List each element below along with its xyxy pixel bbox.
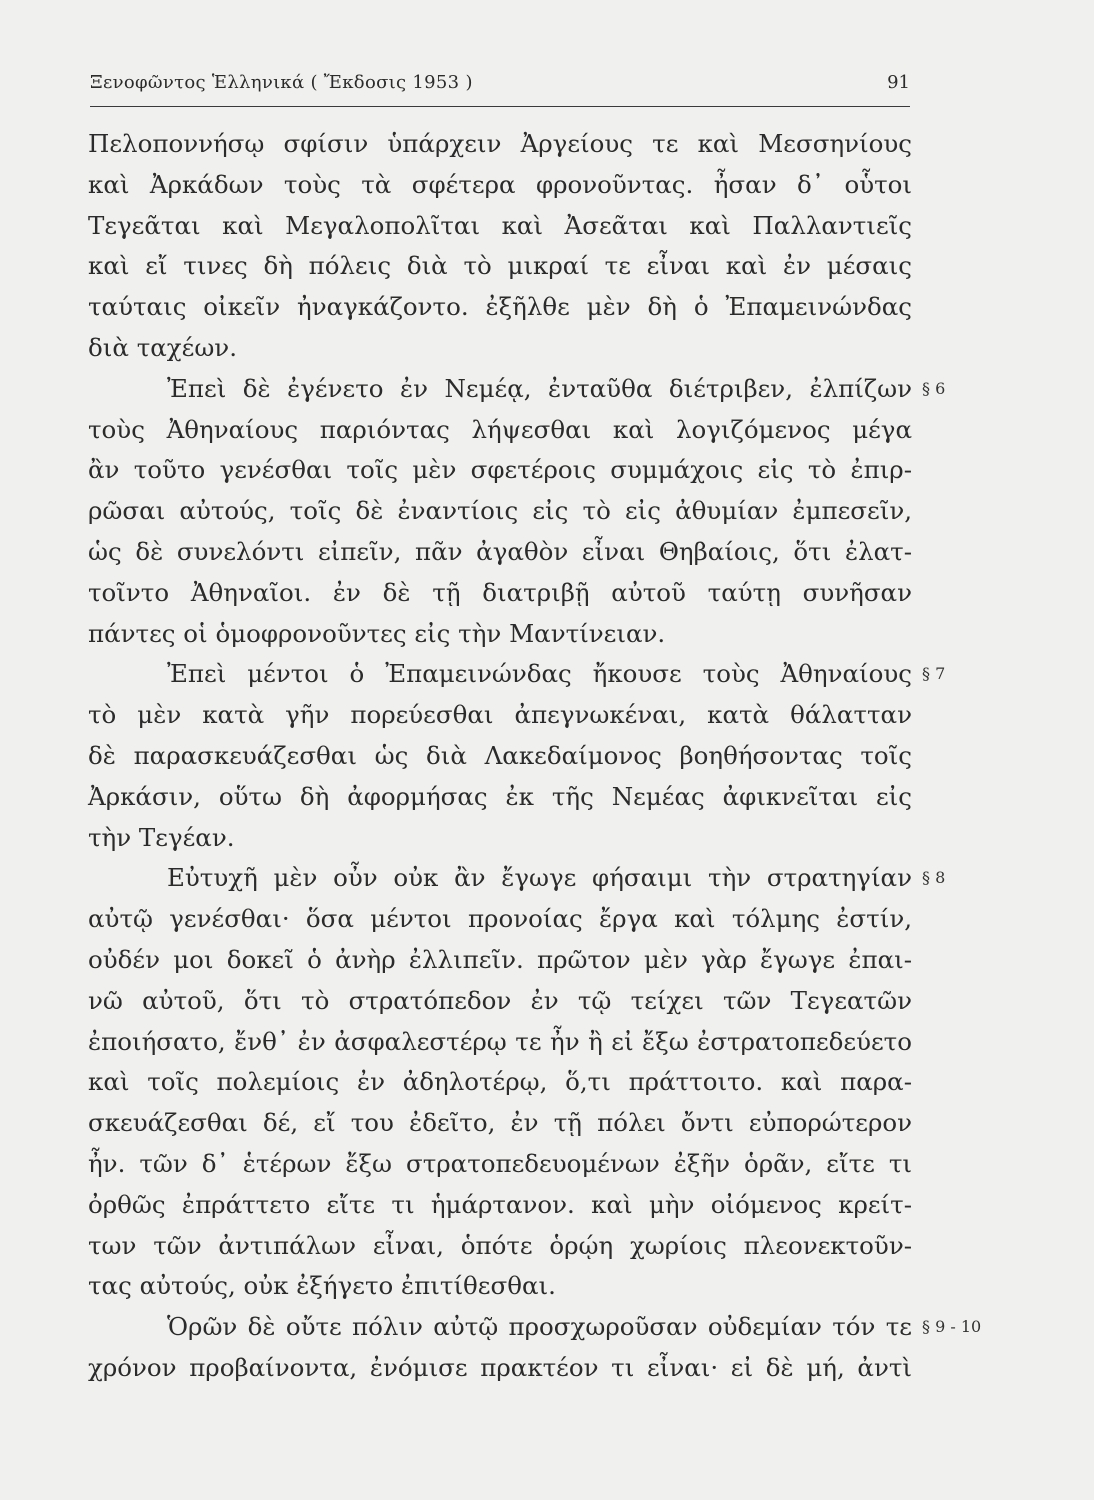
text-line: διὰ ταχέων. [88, 332, 237, 362]
text-line: ἐποιήσατο, ἔνθ᾽ ἐν ἀσφαλεστέρῳ τε ἦν ἢ εἰ ἔξω ἐστρατοπεδεύετο [88, 1026, 912, 1056]
text-line: τοῖντο Ἀθηναῖοι. ἐν δὲ τῇ διατριβῇ αὐτοῦ ταύτῃ συνῆσαν [88, 577, 912, 607]
header-rule [90, 106, 910, 107]
header-title: Ξενοφῶντος Ἑλληνικά ( Ἔκδοσις 1953 ) [90, 72, 473, 93]
text-line: ἦν. τῶν δ᾽ ἑτέρων ἔξω στρατοπεδευομένων ἐξῆν ὁρᾶν, εἴτε τι [88, 1148, 912, 1178]
text-line: καὶ Ἀρκάδων τοὺς τὰ σφέτερα φρονοῦντας. ἦσαν δ᾽ οὗτοι [88, 169, 912, 199]
text-line: ταύταις οἰκεῖν ἠναγκάζοντο. ἐξῆλθε μὲν δὴ ὁ Ἐπαμεινώνδας [88, 292, 912, 322]
text-line: καὶ εἴ τινες δὴ πόλεις διὰ τὸ μικραί τε εἶναι καὶ ἐν μέσαις [88, 251, 912, 281]
text-line: χρόνον προβαίνοντα, ἐνόμισε πρακτέον τι εἶναι· εἰ δὲ μή, ἀντὶ [88, 1352, 912, 1382]
text-line: τὴν Τεγέαν. [88, 822, 235, 852]
text-line: Ὁρῶν δὲ οὔτε πόλιν αὐτῷ προσχωροῦσαν οὐδεμίαν τόν τε § 9 - 10 [88, 1307, 912, 1348]
section-ref: § 9 - 10 [922, 1317, 982, 1337]
text-line: τας αὐτούς, οὐκ ἐξήγετο ἐπιτίθεσθαι. [88, 1271, 556, 1301]
text-line: τὸ μὲν κατὰ γῆν πορεύεσθαι ἀπεγνωκέναι, κατὰ θάλατταν [88, 700, 912, 730]
text-line: ρῶσαι αὐτούς, τοῖς δὲ ἐναντίοις εἰς τὸ εἰς ἀθυμίαν ἐμπεσεῖν, [88, 496, 912, 526]
running-header [90, 72, 910, 102]
section-ref: § 7 [922, 664, 946, 684]
text-line: ὡς δὲ συνελόντι εἰπεῖν, πᾶν ἀγαθὸν εἶναι Θηβαίοις, ὅτι ἐλατ- [88, 536, 912, 566]
text-line: τοὺς Ἀθηναίους παριόντας λήψεσθαι καὶ λογιζόμενος μέγα [88, 414, 912, 444]
main-text [88, 124, 982, 1389]
text-line: Ἀρκάσιν, οὕτω δὴ ἀφορμήσας ἐκ τῆς Νεμέας ἀφικνεῖται εἰς [88, 781, 912, 811]
page-number: 91 [887, 72, 910, 93]
text-line: Ἐπεὶ δὲ ἐγένετο ἐν Νεμέᾳ, ἐνταῦθα διέτριβεν, ἐλπίζων § 6 [88, 369, 912, 410]
text-line: ἂν τοῦτο γενέσθαι τοῖς μὲν σφετέροις συμμάχοις εἰς τὸ ἐπιρ- [88, 455, 912, 485]
text-line: σκευάζεσθαι δέ, εἴ του ἐδεῖτο, ἐν τῇ πόλει ὄντι εὐπορώτερον [88, 1108, 912, 1138]
text-line: οὐδέν μοι δοκεῖ ὁ ἀνὴρ ἐλλιπεῖν. πρῶτον μὲν γὰρ ἔγωγε ἐπαι- [88, 944, 912, 974]
text-line: Πελοποννήσῳ σφίσιν ὑπάρχειν Ἀργείους τε καὶ Μεσσηνίους [88, 129, 912, 158]
text-line: αὐτῷ γενέσθαι· ὅσα μέντοι προνοίας ἔργα καὶ τόλμης ἐστίν, [88, 904, 912, 934]
text-line: των τῶν ἀντιπάλων εἶναι, ὁπότε ὁρῴη χωρίοις πλεονεκτοῦν- [88, 1230, 912, 1260]
text-line: πάντες οἱ ὁμοφρονοῦντες εἰς τὴν Μαντίνειαν. [88, 618, 666, 648]
text-line: ὀρθῶς ἐπράττετο εἴτε τι ἡμάρτανον. καὶ μὴν οἰόμενος κρείτ- [88, 1189, 912, 1219]
text-line: καὶ τοῖς πολεμίοις ἐν ἀδηλοτέρῳ, ὅ,τι πράττοιτο. καὶ παρα- [88, 1067, 912, 1097]
text-line: Ἐπεὶ μέντοι ὁ Ἐπαμεινώνδας ἤκουσε τοὺς Ἀθηναίους § 7 [88, 654, 912, 695]
text-line: νῶ αὐτοῦ, ὅτι τὸ στρατόπεδον ἐν τῷ τείχει τῶν Τεγεατῶν [88, 985, 912, 1015]
section-ref: § 6 [922, 378, 946, 398]
text-line: δὲ παρασκευάζεσθαι ὡς διὰ Λακεδαίμονος βοηθήσοντας τοῖς [88, 740, 912, 770]
section-ref: § 8 [922, 868, 946, 888]
text-line: Τεγεᾶται καὶ Μεγαλοπολῖται καὶ Ἀσεᾶται καὶ Παλλαντιεῖς [88, 210, 912, 240]
text-line: Εὐτυχῆ μὲν οὖν οὐκ ἂν ἔγωγε φήσαιμι τὴν στρατηγίαν § 8 [88, 858, 912, 899]
